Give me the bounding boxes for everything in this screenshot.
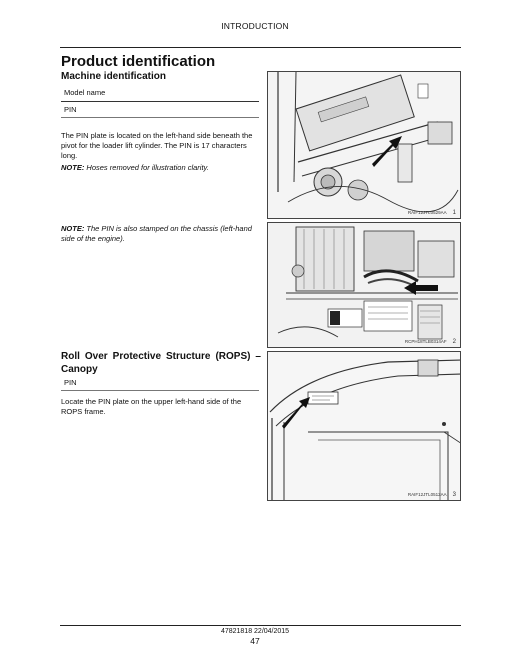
note-text: Hoses removed for illustration clarity. xyxy=(84,163,209,172)
section-title: INTRODUCTION xyxy=(221,21,289,31)
note-label: NOTE: xyxy=(61,224,85,233)
rops-pin-paragraph: Locate the PIN plate on the upper left-hand side of the ROPS frame. xyxy=(61,397,242,416)
figure-caption: RCPH18TLB0314AF 2 xyxy=(404,339,456,345)
rops-pin-label: PIN xyxy=(64,378,77,387)
figure-3-rops-pin-plate xyxy=(267,351,461,501)
figure-2-illustration xyxy=(268,223,461,348)
table-rule xyxy=(61,117,259,118)
figure-number: 2 xyxy=(452,339,456,345)
table-rule xyxy=(61,390,259,391)
table-rule xyxy=(61,101,259,102)
figure-number: 1 xyxy=(452,210,456,216)
page-heading: Product identification xyxy=(61,53,216,70)
figure-2-chassis-pin xyxy=(267,222,461,348)
note-hoses xyxy=(61,163,261,173)
pin-location-paragraph: The PIN plate is located on the left-hand side beneath the pivot for the loader lift cylinder. The PIN is 17 characters long. xyxy=(61,131,253,160)
figure-caption: RAIF12JTL0529AA 1 xyxy=(407,210,456,216)
model-name-label: Model name xyxy=(64,88,106,97)
pin-label: PIN xyxy=(64,105,77,114)
section-subheading: Machine identification xyxy=(61,71,167,82)
document-id: 47821818 22/04/2015 xyxy=(220,628,290,635)
figure-1-loader-pin-plate xyxy=(267,71,461,219)
header-rule xyxy=(60,47,461,48)
figure-caption: RAIF12JTL0512AA 3 xyxy=(407,492,456,498)
note-chassis xyxy=(61,224,261,244)
footer-rule xyxy=(60,625,461,626)
figure-number: 3 xyxy=(452,492,456,498)
note-label: NOTE: xyxy=(61,163,85,172)
page-number: 47 xyxy=(250,636,260,646)
figure-3-illustration xyxy=(268,352,461,501)
rops-heading: Roll Over Protective Structure (ROPS) – Canopy xyxy=(61,351,261,375)
figure-1-illustration xyxy=(268,72,461,219)
note-text: The PIN is also stamped on the chassis (left-hand side of the engine). xyxy=(61,224,252,243)
